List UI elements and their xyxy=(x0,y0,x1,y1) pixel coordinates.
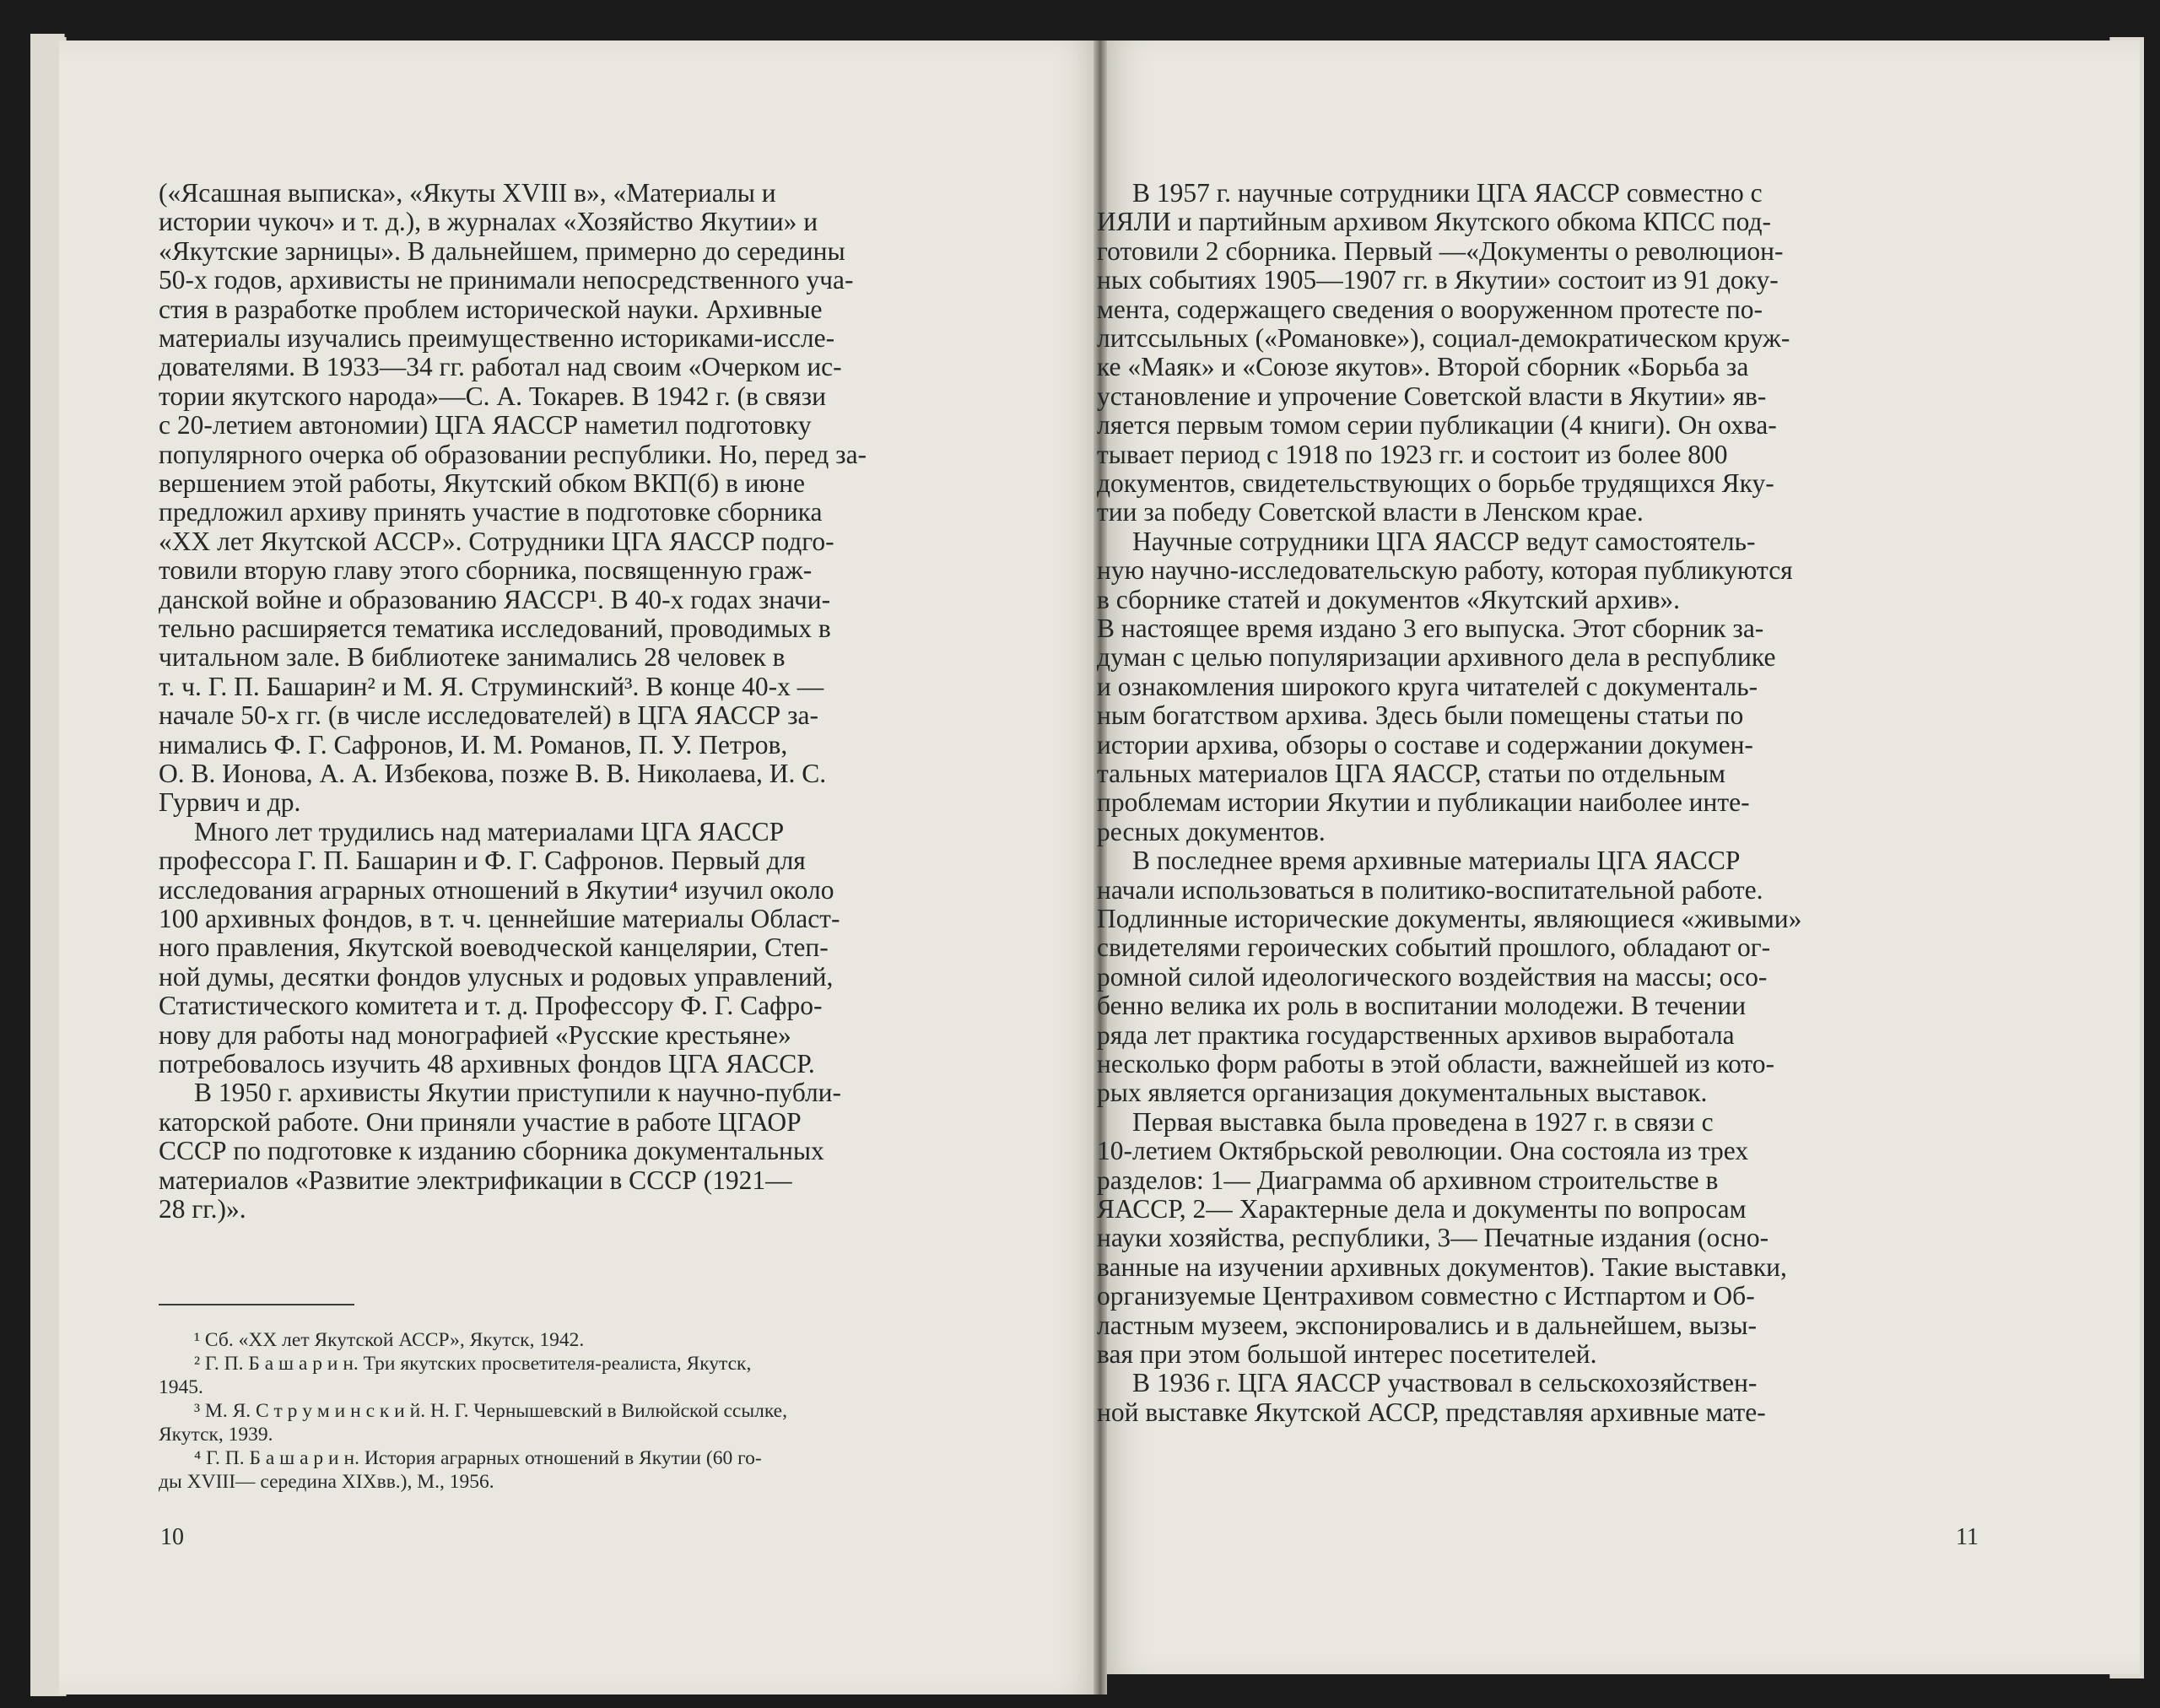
text-line: тельно расширяется тематика исследований, проводимых в xyxy=(159,613,831,643)
text-line: истории чукоч» и т. д.), в журналах «Хозяйство Якутии» и xyxy=(159,207,818,237)
text-line: дователями. В 1933—34 гг. работал над своим «Очерком ис- xyxy=(159,352,842,382)
text-line: «XX лет Якутской АССР». Сотрудники ЦГА ЯАССР подго- xyxy=(159,526,834,556)
page-number-left: 10 xyxy=(160,1524,184,1550)
text-line: В настоящее время издано 3 его выпуска. Этот сборник за- xyxy=(1097,613,1764,643)
text-line: готовили 2 сборника. Первый —«Документы о революцион- xyxy=(1097,235,1784,266)
text-line: «Якутские зарницы». В дальнейшем, примерно до середины xyxy=(159,235,845,266)
text-line: думан с целью популяризации архивного дела в республике xyxy=(1097,642,1776,673)
text-line: тывает период с 1918 по 1923 гг. и состоит из более 800 xyxy=(1097,439,1728,469)
text-line: данской войне и образованию ЯАССР¹. В 40-х годах значи- xyxy=(159,584,831,614)
text-line: организуемые Центрахивом совместно с Истпартом и Об- xyxy=(1097,1281,1755,1311)
text-line: читальном зале. В библиотеке занимались 28 человек в xyxy=(159,642,786,673)
text-line: начале 50-х гг. (в числе исследователей) в ЦГА ЯАССР за- xyxy=(159,700,818,731)
text-line: Много лет трудились над материалами ЦГА ЯАССР xyxy=(194,816,785,846)
text-line: ным богатством архива. Здесь были помещены статьи по xyxy=(1097,700,1744,731)
text-line: и ознакомления широкого круга читателей с документаль- xyxy=(1097,671,1758,701)
text-line: Гурвич и др. xyxy=(159,787,301,818)
text-line: ресных документов. xyxy=(1097,816,1326,846)
footnote-line: ¹ Сб. «XX лет Якутской АССР», Якутск, 1942. xyxy=(194,1329,585,1351)
text-line: ромной силой идеологического воздействия на массы; осо- xyxy=(1097,961,1768,992)
text-line: документов, свидетельствующих о борьбе трудящихся Яку- xyxy=(1097,468,1774,498)
text-line: В 1936 г. ЦГА ЯАССР участвовал в сельскохозяйствен- xyxy=(1132,1368,1758,1398)
text-line: мента, содержащего сведения о вооруженном протесте по- xyxy=(1097,294,1763,324)
text-line: вершением этой работы, Якутский обком ВКП(б) в июне xyxy=(159,468,805,498)
text-line: профессора Г. П. Башарин и Ф. Г. Сафронов. Первый для xyxy=(159,846,806,876)
text-line: установление и упрочение Советской власти в Якутии» яв- xyxy=(1097,381,1767,411)
text-line: с 20-летием автономии) ЦГА ЯАССР наметил подготовку xyxy=(159,410,812,441)
text-line: вая при этом большой интерес посетителей. xyxy=(1097,1339,1597,1369)
text-line: В последнее время архивные материалы ЦГА ЯАССР xyxy=(1132,846,1741,876)
text-line: 10-летием Октябрьской революции. Она состояла из трех xyxy=(1097,1136,1749,1166)
footnote-line: ды XVIII— середина XIXвв.), М., 1956. xyxy=(159,1471,494,1493)
text-line: ластным музеем, экспонировались и в дальнейшем, вызы- xyxy=(1097,1310,1758,1340)
text-line: СССР по подготовке к изданию сборника документальных xyxy=(159,1136,824,1166)
footnote-line: Якутск, 1939. xyxy=(159,1424,273,1446)
text-line: истории архива, обзоры о составе и содержании докумен- xyxy=(1097,729,1753,759)
text-line: Первая выставка была проведена в 1927 г. в связи с xyxy=(1132,1106,1714,1137)
footnote-line: ² Г. П. Б а ш а р и н. Три якутских просветителя-реалиста, Якутск, xyxy=(194,1353,752,1375)
text-line: исследования аграрных отношений в Якутии⁴ изучил около xyxy=(159,874,834,905)
text-line: нимались Ф. Г. Сафронов, И. М. Романов, П. У. Петров, xyxy=(159,729,788,759)
text-line: тальных материалов ЦГА ЯАССР, статьи по отдельным xyxy=(1097,759,1725,788)
text-line: популярного очерка об образовании республики. Но, перед за- xyxy=(159,439,867,469)
footnote-line: ³ М. Я. С т р у м и н с к и й. Н. Г. Чернышевский в Вилюйской ссылке, xyxy=(194,1400,787,1422)
footnote-rule xyxy=(159,1304,354,1305)
text-line: О. В. Ионова, А. А. Избекова, позже В. В. Николаева, И. С. xyxy=(159,759,827,788)
text-line: ляется первым томом серии публикации (4 книги). Он охва- xyxy=(1097,410,1777,441)
text-line: в сборнике статей и документов «Якутский архив». xyxy=(1097,584,1681,614)
text-line: т. ч. Г. П. Башарин² и М. Я. Струминский³. В конце 40-х — xyxy=(159,671,824,701)
text-line: тории якутского народа»—С. А. Токарев. В 1942 г. (в связи xyxy=(159,381,826,411)
text-line: товили вторую главу этого сборника, посвященную граж- xyxy=(159,555,813,586)
text-line: Статистического комитета и т. д. Профессору Ф. Г. Сафро- xyxy=(159,991,823,1021)
text-line: ИЯЛИ и партийным архивом Якутского обкома КПСС под- xyxy=(1097,207,1771,237)
page-number-right: 11 xyxy=(1956,1524,1979,1550)
text-line: («Ясашная выписка», «Якуты XVIII в», «Материалы и xyxy=(159,178,776,208)
text-line: литссыльных («Романовке»), социал-демократическом круж- xyxy=(1097,323,1790,353)
text-line: 100 архивных фондов, в т. ч. ценнейшие материалы Област- xyxy=(159,904,840,933)
text-line: Подлинные исторические документы, являющиеся «живыми» xyxy=(1097,904,1802,933)
text-line: ной выставке Якутской АССР, представляя архивные мате- xyxy=(1097,1397,1766,1427)
text-line: стия в разработке проблем исторической науки. Архивные xyxy=(159,294,823,324)
text-line: ЯАССР, 2— Характерные дела и документы по вопросам xyxy=(1097,1194,1747,1224)
text-line: ную научно-исследовательскую работу, которая публикуются xyxy=(1097,555,1793,586)
text-line: материалов «Развитие электрификации в СССР (1921— xyxy=(159,1165,792,1195)
text-line: Научные сотрудники ЦГА ЯАССР ведут самостоятель- xyxy=(1132,526,1756,556)
text-line: нову для работы над монографией «Русские крестьяне» xyxy=(159,1019,791,1050)
text-line: ванные на изучении архивных документов). Такие выставки, xyxy=(1097,1251,1787,1282)
text-line: В 1950 г. архивисты Якутии приступили к научно-публи- xyxy=(194,1078,842,1108)
text-line: материалы изучались преимущественно историками-иссле- xyxy=(159,323,835,353)
text-line: проблемам истории Якутии и публикации наиболее инте- xyxy=(1097,787,1750,818)
text-line: разделов: 1— Диаграмма об архивном строительстве в xyxy=(1097,1165,1719,1195)
text-line: ных событиях 1905—1907 гг. в Якутии» состоит из 91 доку- xyxy=(1097,265,1779,295)
text-line: свидетелями героических событий прошлого, обладают ог- xyxy=(1097,932,1771,963)
text-line: В 1957 г. научные сотрудники ЦГА ЯАССР совместно с xyxy=(1132,178,1763,208)
text-line: ного правления, Якутской воеводческой канцелярии, Степ- xyxy=(159,932,829,963)
text-line: 50-х годов, архивисты не принимали непосредственного уча- xyxy=(159,265,854,295)
text-line: науки хозяйства, республики, 3— Печатные издания (осно- xyxy=(1097,1223,1769,1253)
text-line: ряда лет практика государственных архивов выработала xyxy=(1097,1019,1735,1050)
text-line: ной думы, десятки фондов улусных и родовых управлений, xyxy=(159,961,834,992)
text-line: потребовалось изучить 48 архивных фондов ЦГА ЯАССР. xyxy=(159,1049,815,1078)
text-line: 28 гг.)». xyxy=(159,1194,246,1224)
footnote-line: ⁴ Г. П. Б а ш а р и н. История аграрных отношений в Якутии (60 го- xyxy=(194,1447,762,1469)
text-line: тии за победу Советской власти в Ленском крае. xyxy=(1097,497,1644,527)
text-line: каторской работе. Они приняли участие в работе ЦГАОР xyxy=(159,1106,802,1137)
text-line: рых является организация документальных выставок. xyxy=(1097,1078,1708,1108)
text-line: ке «Маяк» и «Союзе якутов». Второй сборник «Борьба за xyxy=(1097,352,1749,382)
text-line: предложил архиву принять участие в подготовке сборника xyxy=(159,497,823,527)
text-line: бенно велика их роль в воспитании молодежи. В течении xyxy=(1097,991,1747,1021)
footnote-line: 1945. xyxy=(159,1376,203,1398)
text-line: начали использоваться в политико-воспитательной работе. xyxy=(1097,874,1763,905)
text-line: несколько форм работы в этой области, важнейшей из кото- xyxy=(1097,1049,1775,1078)
